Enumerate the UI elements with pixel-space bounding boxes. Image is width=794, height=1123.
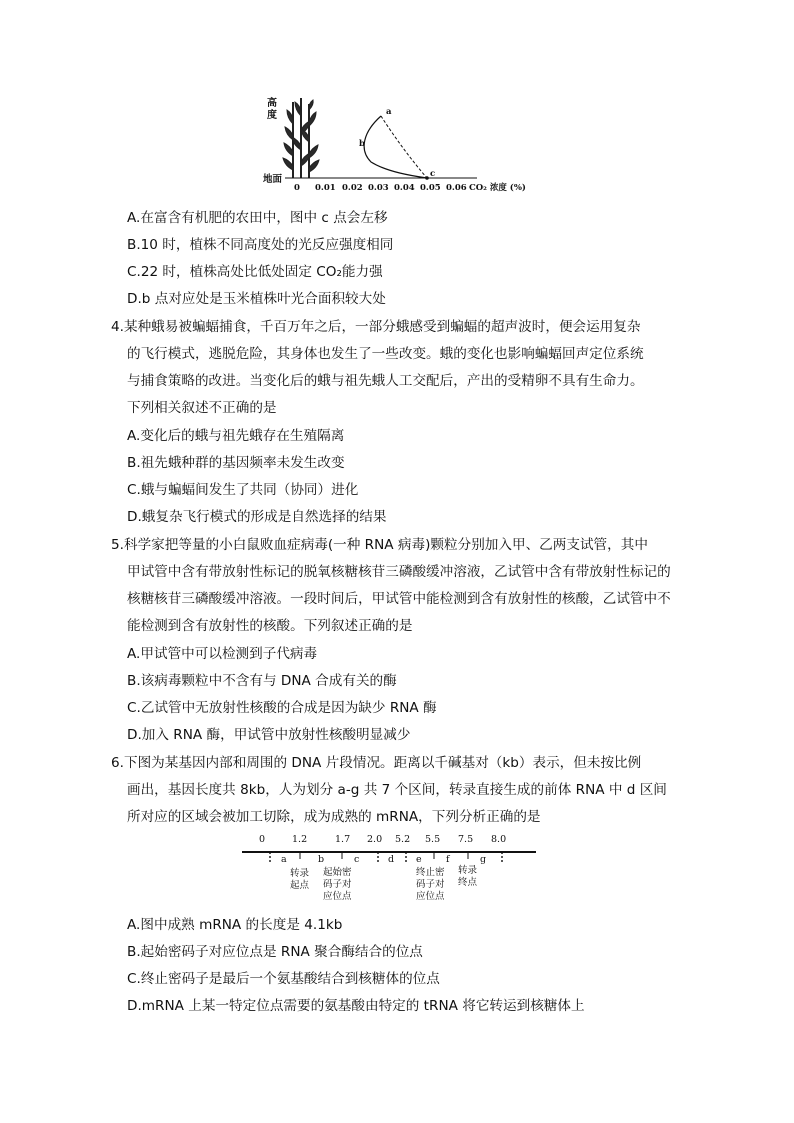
- x-tick-label: 0.05: [420, 183, 441, 193]
- q5-stem-line: 核糖核苷三磷酸缓冲溶液。一段时间后，甲试管中能检测到含有放射性的核酸，乙试管中不: [127, 591, 671, 607]
- gene-tick-label: 8.0: [491, 834, 507, 845]
- q3-option-a: A.在富含有机肥的农田中，图中 c 点会左移: [127, 210, 388, 226]
- point-a-label: a: [386, 107, 392, 117]
- stop-codon-label: 终止密: [416, 867, 445, 878]
- q4-stem-line: 的飞行模式，逃脱危险，其身体也发生了一些改变。蛾的变化也影响蝙蝠回声定位系统: [127, 346, 644, 362]
- q5-stem-line: 5.科学家把等量的小白鼠败血症病毒(一种 RNA 病毒)颗粒分别加入甲、乙两支试管，其中: [111, 537, 648, 553]
- q6-option-b: B.起始密码子对应位点是 RNA 聚合酶结合的位点: [127, 944, 423, 960]
- tx-end-label: 转录: [458, 865, 478, 876]
- q4-stem-line: 与捕食策略的改进。当变化后的蛾与祖先蛾人工交配后，产出的受精卵不具有生命力。: [127, 373, 644, 389]
- q4-option-d: D.蛾复杂飞行模式的形成是自然选择的结果: [127, 509, 387, 525]
- stop-codon-label: 码子对: [416, 879, 445, 890]
- q4-option-b: B.祖先蛾种群的基因频率未发生改变: [127, 455, 345, 471]
- point-c-label: c: [430, 169, 436, 179]
- gene-tick-label: 5.2: [395, 834, 411, 845]
- q5-option-d: D.加入 RNA 酶，甲试管中放射性核酸明显减少: [127, 727, 411, 743]
- q5-stem-line: 甲试管中含有带放射性标记的脱氧核糖核苷三磷酸缓冲溶液，乙试管中含有带放射性标记的: [127, 564, 671, 580]
- q6-option-c: C.终止密码子是最后一个氨基酸结合到核糖体的位点: [127, 971, 440, 987]
- region-label: b: [318, 854, 325, 865]
- solid-curve: [364, 116, 427, 178]
- tx-end-label: 终点: [458, 877, 478, 888]
- q4-option-a: A.变化后的蛾与祖先蛾存在生殖隔离: [127, 428, 345, 444]
- y-axis-label-top: 高: [267, 98, 277, 109]
- q6-stem-line: 6.下图为某基因内部和周围的 DNA 片段情况。距离以千碱基对（kb）表示，但未按比例: [111, 755, 642, 771]
- tx-start-label: 转录: [290, 868, 310, 879]
- q3-option-c: C.22 时，植株高处比低处固定 CO₂能力强: [127, 264, 383, 280]
- region-label: c: [354, 854, 360, 865]
- x-axis-label: CO₂ 浓度 (%): [469, 183, 526, 193]
- gene-tick-label: 0: [259, 834, 266, 845]
- start-codon-label: 起始密: [323, 867, 352, 878]
- gene-tick-label: 2.0: [367, 834, 383, 845]
- ground-label: 地面: [263, 174, 283, 185]
- q5-option-c: C.乙试管中无放射性核酸的合成是因为缺少 RNA 酶: [127, 700, 437, 716]
- q5-stem-line: 能检测到含有放射性的核酸。下列叙述正确的是: [127, 618, 413, 634]
- region-label: f: [446, 854, 450, 865]
- start-codon-label: 应位点: [323, 891, 352, 902]
- q6-stem-line: 所对应的区域会被加工切除，成为成熟的 mRNA，下列分析正确的是: [127, 809, 541, 825]
- y-axis-label-bottom: 度: [267, 110, 277, 121]
- q6-option-d: D.mRNA 上某一特定位点需要的氨基酸由特定的 tRNA 将它转运到核糖体上: [127, 998, 585, 1014]
- gene-tick-label: 1.7: [335, 834, 351, 845]
- stop-codon-label: 应位点: [416, 891, 445, 902]
- q6-option-a: A.图中成熟 mRNA 的长度是 4.1kb: [127, 917, 343, 933]
- gene-tick-label: 5.5: [425, 834, 441, 845]
- start-codon-label: 码子对: [323, 879, 352, 890]
- dashed-curve: [381, 116, 427, 178]
- q4-stem-line: 4.某种蛾易被蝙蝠捕食，千百万年之后，一部分蛾感受到蝙蝠的超声波时，便会运用复杂: [111, 319, 641, 335]
- x-tick-label: 0.02: [342, 183, 363, 193]
- region-label: a: [281, 854, 287, 865]
- region-label: d: [388, 854, 395, 865]
- q4-option-c: C.蛾与蝙蝠间发生了共同（协同）进化: [127, 482, 359, 498]
- q4-stem-line: 下列相关叙述不正确的是: [127, 400, 277, 416]
- q5-option-a: A.甲试管中可以检测到子代病毒: [127, 646, 318, 662]
- x-tick-label: 0.04: [394, 183, 415, 193]
- x-tick-label: 0.06: [446, 183, 467, 193]
- point-b-label: b: [359, 139, 365, 149]
- q3-option-d: D.b 点对应处是玉米植株叶光合面积较大处: [127, 291, 386, 307]
- tx-start-label: 起点: [290, 880, 310, 891]
- region-label: e: [416, 854, 422, 865]
- gene-tick-label: 1.2: [292, 834, 308, 845]
- x-tick-label: 0: [294, 183, 300, 193]
- gene-map-figure: [238, 832, 538, 912]
- corn-plants-icon: [283, 98, 319, 178]
- q3-option-b: B.10 时，植株不同高度处的光反应强度相同: [127, 237, 394, 253]
- q6-stem-line: 画出，基因长度共 8kb，人为划分 a-g 共 7 个区间，转录直接生成的前体 RNA 中 d 区间: [127, 782, 667, 798]
- x-tick-label: 0.03: [368, 183, 389, 193]
- point-c-marker: [425, 176, 429, 180]
- region-label: g: [480, 854, 487, 865]
- q5-option-b: B.该病毒颗粒中不含有与 DNA 合成有关的酶: [127, 673, 397, 689]
- gene-tick-label: 7.5: [458, 834, 474, 845]
- co2-height-figure: [255, 90, 526, 195]
- x-tick-label: 0.01: [315, 183, 336, 193]
